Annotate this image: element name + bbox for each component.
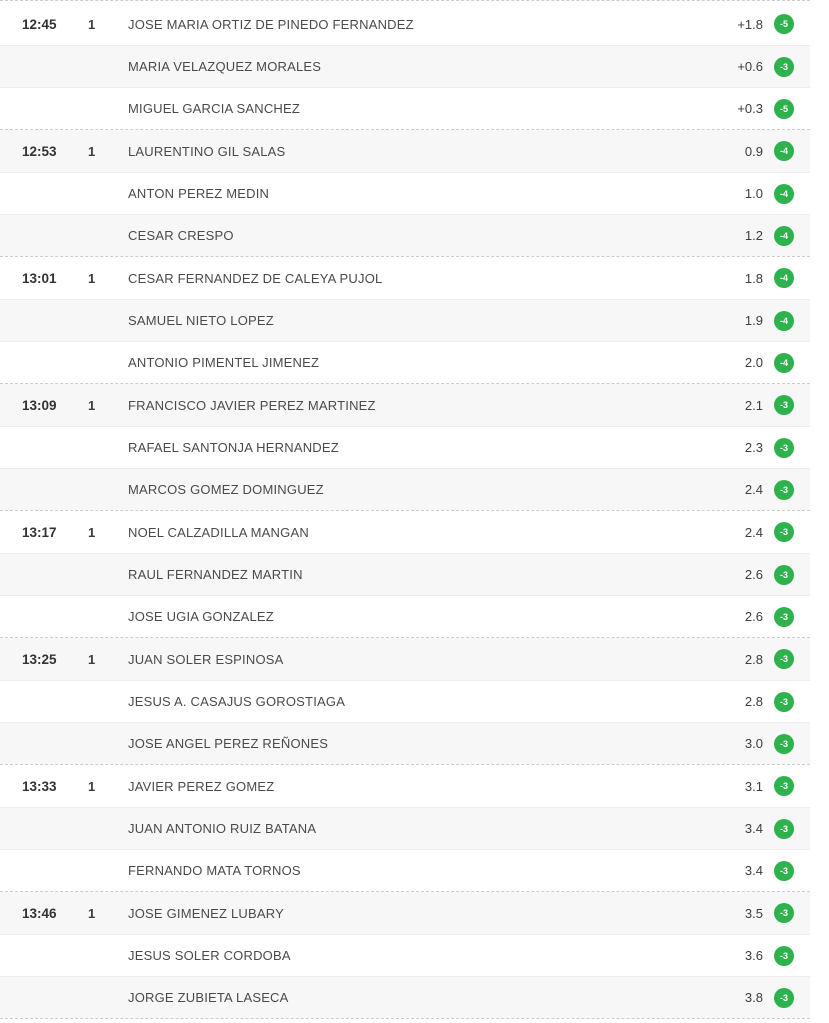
- player-name: JESUS A. CASAJUS GOROSTIAGA: [128, 694, 346, 709]
- tee-number: 1: [88, 397, 96, 413]
- handicap-badge: -3: [774, 480, 794, 500]
- player-score: 0.9: [744, 143, 763, 159]
- player-score: 1.0: [744, 186, 763, 201]
- tee-number: 1: [88, 270, 96, 286]
- handicap-badge: -3: [774, 649, 794, 669]
- player-score: 2.3: [744, 440, 763, 455]
- player-score: 1.8: [744, 270, 763, 286]
- handicap-badge: -3: [774, 438, 794, 458]
- player-row[interactable]: [0, 553, 810, 595]
- player-score: +1.8: [737, 16, 763, 32]
- player-score: 3.4: [744, 821, 763, 836]
- player-row[interactable]: [0, 3, 810, 45]
- tee-time-group: [0, 511, 810, 638]
- tee-time-group: [0, 3, 810, 130]
- player-score: 2.0: [744, 355, 763, 370]
- handicap-badge: -3: [774, 819, 794, 839]
- handicap-badge: -4: [774, 184, 794, 204]
- player-name: RAUL FERNANDEZ MARTIN: [128, 567, 303, 582]
- handicap-badge: -3: [774, 776, 794, 796]
- tee-time: 13:09: [22, 397, 57, 413]
- tee-number: 1: [88, 905, 96, 921]
- handicap-badge: -4: [774, 311, 794, 331]
- player-row[interactable]: [0, 765, 810, 807]
- player-row[interactable]: [0, 130, 810, 172]
- player-name: JOSE ANGEL PEREZ REÑONES: [128, 736, 329, 751]
- player-score: 3.5: [744, 905, 763, 921]
- player-name: ANTONIO PIMENTEL JIMENEZ: [128, 355, 320, 370]
- player-row[interactable]: [0, 426, 810, 468]
- handicap-badge: -3: [774, 946, 794, 966]
- player-row[interactable]: [0, 172, 810, 214]
- player-row[interactable]: [0, 680, 810, 722]
- tee-time-group: [0, 384, 810, 511]
- handicap-badge: -3: [774, 395, 794, 415]
- player-row[interactable]: [0, 45, 810, 87]
- handicap-badge: -3: [774, 988, 794, 1008]
- player-score: 1.9: [744, 313, 763, 328]
- player-row[interactable]: [0, 87, 810, 129]
- handicap-badge: -3: [774, 565, 794, 585]
- tee-time: 13:25: [22, 651, 57, 667]
- tee-number: 1: [88, 651, 96, 667]
- player-row[interactable]: [0, 257, 810, 299]
- player-row[interactable]: [0, 892, 810, 934]
- player-name: SAMUEL NIETO LOPEZ: [128, 313, 274, 328]
- handicap-badge: -3: [774, 57, 794, 77]
- player-row[interactable]: [0, 214, 810, 256]
- handicap-badge: -5: [774, 14, 794, 34]
- player-name: MARCOS GOMEZ DOMINGUEZ: [128, 482, 324, 497]
- player-score: 2.8: [744, 651, 763, 667]
- player-row[interactable]: [0, 595, 810, 637]
- player-name: CESAR CRESPO: [128, 228, 234, 243]
- player-score: 2.6: [744, 567, 763, 582]
- tee-time-group: [0, 130, 810, 257]
- player-name: JESUS SOLER CORDOBA: [128, 948, 291, 963]
- player-name: LAURENTINO GIL SALAS: [128, 143, 286, 159]
- player-score: 3.6: [744, 948, 763, 963]
- handicap-badge: -3: [774, 607, 794, 627]
- tee-number: 1: [88, 143, 96, 159]
- handicap-badge: -4: [774, 353, 794, 373]
- player-row[interactable]: [0, 511, 810, 553]
- player-name: JOSE GIMENEZ LUBARY: [128, 905, 284, 921]
- player-score: 2.6: [744, 609, 763, 624]
- player-name: ANTON PEREZ MEDIN: [128, 186, 270, 201]
- player-row[interactable]: [0, 468, 810, 510]
- player-score: 3.0: [744, 736, 763, 751]
- player-score: +0.3: [737, 101, 763, 116]
- player-name: FRANCISCO JAVIER PEREZ MARTINEZ: [128, 397, 376, 413]
- player-score: 1.2: [744, 228, 763, 243]
- player-name: CESAR FERNANDEZ DE CALEYA PUJOL: [128, 270, 383, 286]
- player-score: 2.1: [744, 397, 763, 413]
- tee-number: 1: [88, 524, 96, 540]
- player-score: 3.1: [744, 778, 763, 794]
- player-score: +0.6: [737, 59, 763, 74]
- player-name: RAFAEL SANTONJA HERNANDEZ: [128, 440, 339, 455]
- player-name: JUAN SOLER ESPINOSA: [128, 651, 284, 667]
- handicap-badge: -3: [774, 522, 794, 542]
- player-row[interactable]: [0, 976, 810, 1018]
- player-score: 2.4: [744, 524, 763, 540]
- tee-number: 1: [88, 16, 96, 32]
- player-name: NOEL CALZADILLA MANGAN: [128, 524, 309, 540]
- handicap-badge: -3: [774, 692, 794, 712]
- player-score: 2.4: [744, 482, 763, 497]
- player-score: 2.8: [744, 694, 763, 709]
- player-row[interactable]: [0, 299, 810, 341]
- tee-number: 1: [88, 778, 96, 794]
- player-name: JAVIER PEREZ GOMEZ: [128, 778, 275, 794]
- player-row[interactable]: [0, 807, 810, 849]
- tee-time-group: [0, 765, 810, 892]
- handicap-badge: -3: [774, 903, 794, 923]
- player-name: JUAN ANTONIO RUIZ BATANA: [128, 821, 317, 836]
- player-row[interactable]: [0, 384, 810, 426]
- tee-time: 13:33: [22, 778, 57, 794]
- player-row[interactable]: [0, 638, 810, 680]
- player-row[interactable]: [0, 722, 810, 764]
- player-name: JOSE MARIA ORTIZ DE PINEDO FERNANDEZ: [128, 16, 414, 32]
- tee-time-group: [0, 638, 810, 765]
- tee-time: 13:01: [22, 270, 57, 286]
- handicap-badge: -3: [774, 734, 794, 754]
- handicap-badge: -5: [774, 99, 794, 119]
- player-name: JOSE UGIA GONZALEZ: [128, 609, 274, 624]
- handicap-badge: -3: [774, 861, 794, 881]
- player-row[interactable]: [0, 934, 810, 976]
- player-score: 3.8: [744, 990, 763, 1005]
- tee-time: 12:45: [22, 16, 57, 32]
- player-score: 3.4: [744, 863, 763, 878]
- player-name: MARIA VELAZQUEZ MORALES: [128, 59, 322, 74]
- player-name: FERNANDO MATA TORNOS: [128, 863, 301, 878]
- tee-time-group: [0, 892, 810, 1019]
- player-row[interactable]: [0, 849, 810, 891]
- handicap-badge: -4: [774, 141, 794, 161]
- player-row[interactable]: [0, 341, 810, 383]
- tee-time: 13:46: [22, 905, 57, 921]
- handicap-badge: -4: [774, 268, 794, 288]
- player-name: MIGUEL GARCIA SANCHEZ: [128, 101, 301, 116]
- player-name: JORGE ZUBIETA LASECA: [128, 990, 289, 1005]
- tee-time: 13:17: [22, 524, 57, 540]
- handicap-badge: -4: [774, 226, 794, 246]
- tee-time-group: [0, 257, 810, 384]
- tee-time: 12:53: [22, 143, 57, 159]
